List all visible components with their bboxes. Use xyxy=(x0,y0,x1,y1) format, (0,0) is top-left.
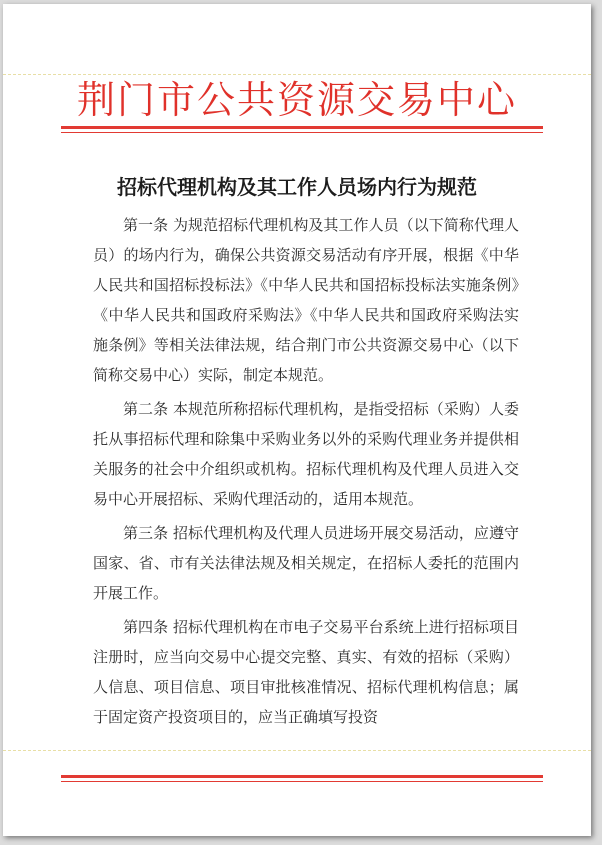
document-body xyxy=(93,210,519,736)
letterhead-rule-thick xyxy=(61,126,543,129)
paragraph-article-3: 第三条 招标代理机构及代理人员进场开展交易活动，应遵守国家、省、市有关法律法规及相关规定，在招标人委托的范围内开展工作。 xyxy=(93,524,519,602)
footer-rule-thin xyxy=(61,781,543,782)
letterhead-title: 荆门市公共资源交易中心 xyxy=(76,78,517,122)
document-title: 招标代理机构及其工作人员场内行为规范 xyxy=(117,175,477,199)
guide-line-top xyxy=(3,74,591,75)
letterhead-rule-thin xyxy=(61,132,543,133)
paragraph-article-4: 第四条 招标代理机构在市电子交易平台系统上进行招标项目注册时，应当向交易中心提交完整、真实、有效的招标（采购）人信息、项目信息、项目审批核准情况、招标代理机构信息；属于固定资产投资项目的，应当正确填写投资 xyxy=(93,618,519,726)
footer-rule-thick xyxy=(61,775,543,778)
guide-line-bottom xyxy=(3,750,591,751)
document-page xyxy=(3,4,591,836)
paragraph-article-1: 第一条 为规范招标代理机构及其工作人员（以下简称代理人员）的场内行为，确保公共资源交易活动有序开展，根据《中华人民共和国招标投标法》《中华人民共和国招标投标法实施条例》《中华人民共和国政府采购法》《中华人民共和国政府采购法实施条例》等相关法律法规，结合荆门市公共资源交易中心（以下简称交易中心）实际，制定本规范。 xyxy=(93,216,519,384)
paragraph-article-2: 第二条 本规范所称招标代理机构，是指受招标（采购）人委托从事招标代理和除集中采购业务以外的采购代理业务并提供相关服务的社会中介组织或机构。招标代理机构及代理人员进入交易中心开展招标、采购代理活动的，适用本规范。 xyxy=(93,400,519,508)
